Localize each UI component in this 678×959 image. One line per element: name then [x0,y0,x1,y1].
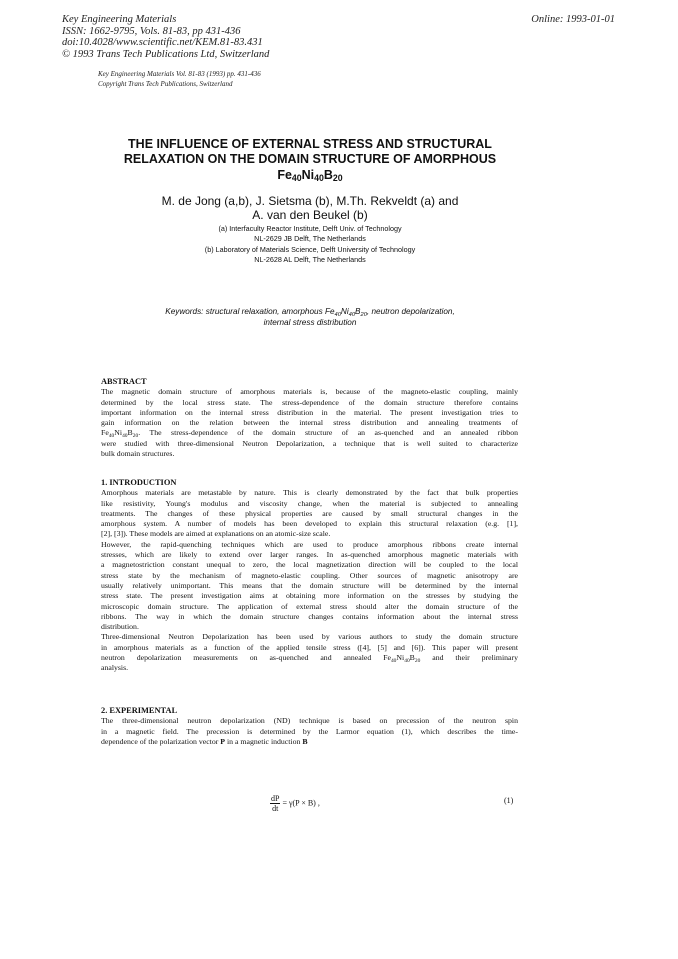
authors-line1: M. de Jong (a,b), J. Sietsma (b), M.Th. Rekveldt (a) and [161,194,459,208]
experimental-line: The three-dimensional neutron depolarization (ND) technique is based on precession of the neutron spin [101,716,518,726]
abstract-line: determined by the local stress state. The stress-dependence of the domain structure therefore contains [101,397,518,407]
title-formula: $Fe_{40}Ni_{40}B_{20}$ [277,168,343,183]
abstract-heading: ABSTRACT [101,377,147,386]
intro-line: stresses, which are likely to extend over larger ranges. In as-quenched amorphous magnetic materials with [101,550,518,560]
intro-line: Three-dimensional Neutron Depolarization has been used by various authors to study the domain structure [101,632,518,642]
online-date: Online: 1993-01-01 [531,14,615,25]
equation-label: (1) [504,796,514,805]
journal-ref-line1: Key Engineering Materials Vol. 81-83 (1993) pp. 431-436 [98,70,261,78]
intro-line: distribution. [101,622,139,632]
experimental-section [101,706,518,747]
intro-line: Amorphous materials are metastable by nature. This is clearly demonstrated by the fact that bulk properties [101,488,518,498]
affiliation-a-address: NL-2629 JB Delft, The Netherlands [254,234,366,244]
intro-line: neutron depolarization measurements on as-quenched and annealed $Fe_{40}Ni_{40}B_{20}$ and their preliminary [101,653,518,664]
paper-title [90,137,530,183]
publication-header [62,14,422,60]
abstract-line: important information on the internal stress distribution in the material. The present investigation tries to [101,407,518,417]
affiliation-b-address: NL-2628 AL Delft, The Netherlands [254,254,366,264]
equation-numerator: dP [271,794,280,803]
doi-line: doi:10.4028/www.scientific.net/KEM.81-83.431 [62,37,263,48]
affiliation-a: (a) Interfaculty Reactor Institute, Delft Univ. of Technology [218,224,402,233]
intro-line: stress state. The present investigation aims at obtaining more information on the stresses by studying the [101,591,518,601]
intro-line: ribbons. The way in which the domain structure changes contains information about the internal stress [101,611,518,621]
larmor-equation [270,794,320,813]
intro-line: stress state by the mechanism of magneto-elastic coupling. Other sources of magnetic anisotropy are [101,570,518,580]
keywords-line2: internal stress distribution [263,317,357,327]
intro-line: analysis. [101,663,129,673]
copyright-line: © 1993 Trans Tech Publications Ltd, Switzerland [62,48,270,60]
intro-line: like resistivity, Young's modulus and viscosity change, when the material is subjected to annealing [101,498,518,508]
abstract-line: were studied with three-dimensional Neutron Depolarization, a technique that is well suited to characterize [101,438,518,448]
abstract-line: bulk domain structures. [101,449,175,459]
intro-line: treatments. The changes of these physical properties are caused by small structural changes in the [101,508,518,518]
equation-denominator: dt [272,804,279,813]
experimental-line: in a magnetic field. The precession is determined by the Larmor equation (1), which describes the time- [101,726,518,736]
intro-line: [2], [3]). These models are aimed at explanations on an atomic-size scale. [101,529,331,539]
intro-line: However, the rapid-quenching techniques which are used to produce amorphous ribbons create internal [101,539,518,549]
equation-rhs: = γ(P × B) , [282,798,320,808]
issn-line: ISSN: 1662-9795, Vols. 81-83, pp 431-436 [62,25,241,37]
title-line2: RELAXATION ON THE DOMAIN STRUCTURE OF AMORPHOUS [123,152,497,166]
intro-line: amorphous system. A number of models has been developed to explain this structural relaxation (e.g. [1], [101,519,518,529]
experimental-heading: 2. EXPERIMENTAL [101,706,178,715]
experimental-line: dependence of the polarization vector P in a magnetic induction B [101,736,308,746]
keywords [110,307,510,328]
abstract-section [101,377,518,459]
intro-line: a magnetostriction constant unequal to zero, the local magnetization direction will be coupled to the local [101,560,518,570]
introduction-section [101,478,518,674]
abstract-line: $Fe_{40}Ni_{40}B_{20}$. The stress-dependence of the domain structure of an as-quenched and an annealed ribbon [101,428,518,439]
abstract-line: gain information on the relation between the internal stress distribution and annealing treatments of [101,418,518,428]
title-line1: THE INFLUENCE OF EXTERNAL STRESS AND STRUCTURAL [128,137,492,151]
introduction-heading: 1. INTRODUCTION [101,478,177,487]
intro-line: microscopic domain structure. The application of external stress should alter the domain structure of the [101,601,518,611]
intro-line: usually relatively unimportant. This means that the domain structure will be determined by the internal [101,580,518,590]
keywords-line1: Keywords: structural relaxation, amorphous $Fe_{40}Ni_{40}B_{20}$, neutron depolarization, [165,307,455,318]
journal-ref-line2: Copyright Trans Tech Publications, Switzerland [98,79,233,88]
intro-line: in amorphous materials as a function of the applied tensile stress ([4], [5] and [6]). This paper will present [101,642,518,652]
affiliations [90,224,530,265]
affiliation-b: (b) Laboratory of Materials Science, Delft University of Technology [204,244,416,254]
authors [90,194,530,222]
abstract-line: The magnetic domain structure of amorphous materials is, because of the magneto-elastic coupling, mainly [101,387,518,397]
equation-fraction [270,794,280,813]
authors-line2: A. van den Beukel (b) [252,208,368,222]
journal-reference [98,70,261,89]
journal-name: Key Engineering Materials [62,14,177,25]
